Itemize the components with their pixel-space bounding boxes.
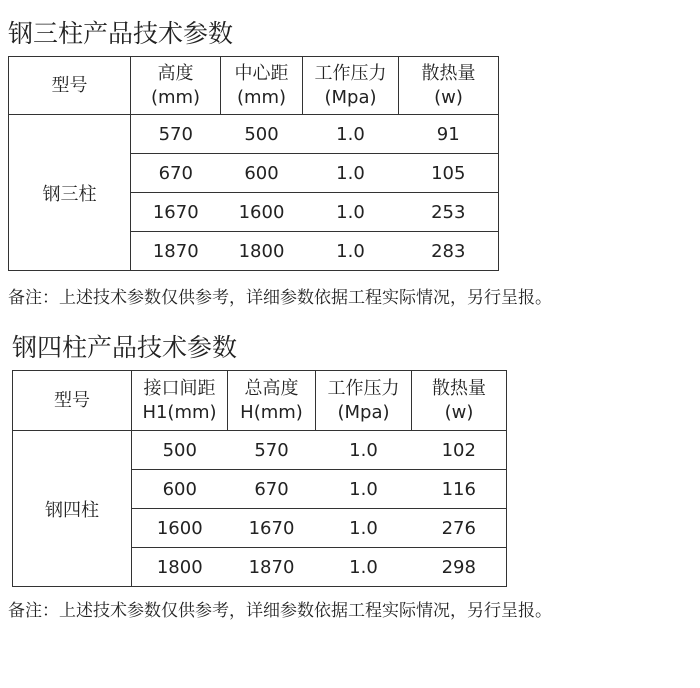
cell-pressure: 1.0 <box>303 232 399 271</box>
cell-port-spacing: 600 <box>132 470 228 509</box>
cell-pressure: 1.0 <box>316 548 412 587</box>
spec-table <box>12 370 507 587</box>
section-title: 钢三柱产品技术参数 <box>8 19 234 48</box>
section-title: 钢四柱产品技术参数 <box>12 333 238 362</box>
header-heat-output: 散热量 (w) <box>412 371 507 431</box>
note-text: 备注：上述技术参数仅供参考，详细参数依据工程实际情况，另行呈报。 <box>8 288 552 308</box>
cell-height: 1870 <box>131 232 221 271</box>
model-cell: 钢四柱 <box>13 431 132 587</box>
table-row <box>9 115 499 154</box>
cell-port-spacing: 500 <box>132 431 228 470</box>
cell-height: 1670 <box>131 193 221 232</box>
table-row <box>13 431 507 470</box>
cell-heat: 116 <box>412 470 507 509</box>
cell-height: 570 <box>131 115 221 154</box>
cell-total-height: 570 <box>228 431 316 470</box>
cell-center-distance: 500 <box>221 115 303 154</box>
header-height: 高度 (mm) <box>131 57 221 115</box>
cell-heat: 91 <box>399 115 499 154</box>
model-cell: 钢三柱 <box>9 115 131 271</box>
cell-pressure: 1.0 <box>303 115 399 154</box>
cell-heat: 298 <box>412 548 507 587</box>
cell-pressure: 1.0 <box>303 193 399 232</box>
header-heat-output: 散热量 (w) <box>399 57 499 115</box>
cell-total-height: 1870 <box>228 548 316 587</box>
header-total-height: 总高度 H(mm) <box>228 371 316 431</box>
cell-heat: 253 <box>399 193 499 232</box>
cell-height: 670 <box>131 154 221 193</box>
cell-total-height: 670 <box>228 470 316 509</box>
cell-port-spacing: 1600 <box>132 509 228 548</box>
cell-pressure: 1.0 <box>303 154 399 193</box>
header-model: 型号 <box>9 57 131 115</box>
cell-center-distance: 1600 <box>221 193 303 232</box>
cell-heat: 276 <box>412 509 507 548</box>
header-working-pressure: 工作压力 (Mpa) <box>303 57 399 115</box>
cell-heat: 283 <box>399 232 499 271</box>
table-header-row <box>9 57 499 115</box>
cell-total-height: 1670 <box>228 509 316 548</box>
header-working-pressure: 工作压力 (Mpa) <box>316 371 412 431</box>
table-header-row <box>13 371 507 431</box>
cell-heat: 105 <box>399 154 499 193</box>
cell-port-spacing: 1800 <box>132 548 228 587</box>
header-center-distance: 中心距 (mm) <box>221 57 303 115</box>
cell-center-distance: 1800 <box>221 232 303 271</box>
cell-center-distance: 600 <box>221 154 303 193</box>
note-text: 备注：上述技术参数仅供参考，详细参数依据工程实际情况，另行呈报。 <box>8 601 552 621</box>
cell-heat: 102 <box>412 431 507 470</box>
cell-pressure: 1.0 <box>316 470 412 509</box>
spec-table <box>8 56 499 271</box>
header-port-spacing: 接口间距 H1(mm) <box>132 371 228 431</box>
cell-pressure: 1.0 <box>316 431 412 470</box>
cell-pressure: 1.0 <box>316 509 412 548</box>
header-model: 型号 <box>13 371 132 431</box>
